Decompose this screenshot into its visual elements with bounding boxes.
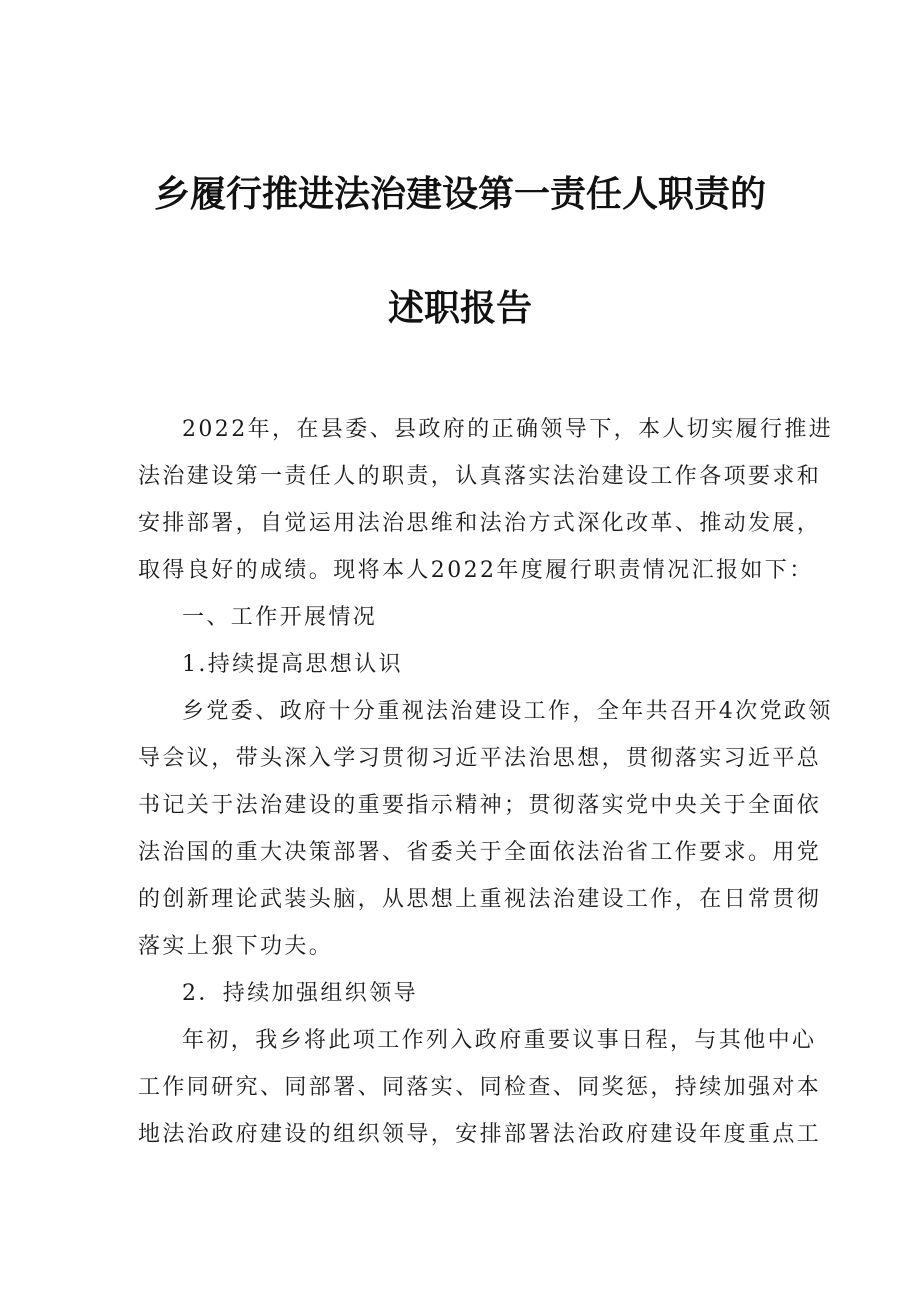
paragraph-line: 的创新理论武装头脑，从思想上重视法治建设工作，在日常贯彻 (138, 887, 822, 912)
paragraph-line: 书记关于法治建设的重要指示精神；贯彻落实党中央关于全面依 (138, 793, 822, 818)
paragraph-line: 法治国的重大决策部署、省委关于全面依法治省工作要求。用党 (138, 840, 822, 865)
document-title-line-2: 述职报告 (387, 288, 532, 329)
paragraph-line: 导会议，带头深入学习贯彻习近平法治思想，贯彻落实习近平总 (138, 746, 822, 771)
document-body (138, 406, 834, 1158)
paragraph-line: 落实上狠下功夫。 (138, 934, 334, 959)
paragraph-intro-line: 安排部署，自觉运用法治思维和法治方式深化改革、推动发展， (138, 511, 822, 536)
paragraph-intro-line: 2022年，在县委、县政府的正确领导下，本人切实履行推进 (182, 417, 834, 442)
subsection-heading: 2．持续加强组织领导 (182, 981, 418, 1006)
document-title-line-1: 乡履行推进法治建设第一责任人职责的 (153, 174, 766, 215)
section-heading: 一、工作开展情况 (182, 605, 378, 630)
paragraph-line: 工作同研究、同部署、同落实、同检查、同奖惩，持续加强对本 (138, 1075, 822, 1100)
subsection-heading: 1.持续提高思想认识 (182, 652, 403, 677)
paragraph-line: 地法治政府建设的组织领导，安排部署法治政府建设年度重点工 (138, 1122, 822, 1147)
paragraph-intro-line: 取得良好的成绩。现将本人2022年度履行职责情况汇报如下： (138, 558, 814, 583)
paragraph-line: 年初，我乡将此项工作列入政府重要议事日程，与其他中心 (182, 1028, 817, 1053)
paragraph-intro-line: 法治建设第一责任人的职责，认真落实法治建设工作各项要求和 (138, 464, 822, 489)
paragraph-line: 乡党委、政府十分重视法治建设工作，全年共召开4次党政领 (182, 699, 833, 724)
